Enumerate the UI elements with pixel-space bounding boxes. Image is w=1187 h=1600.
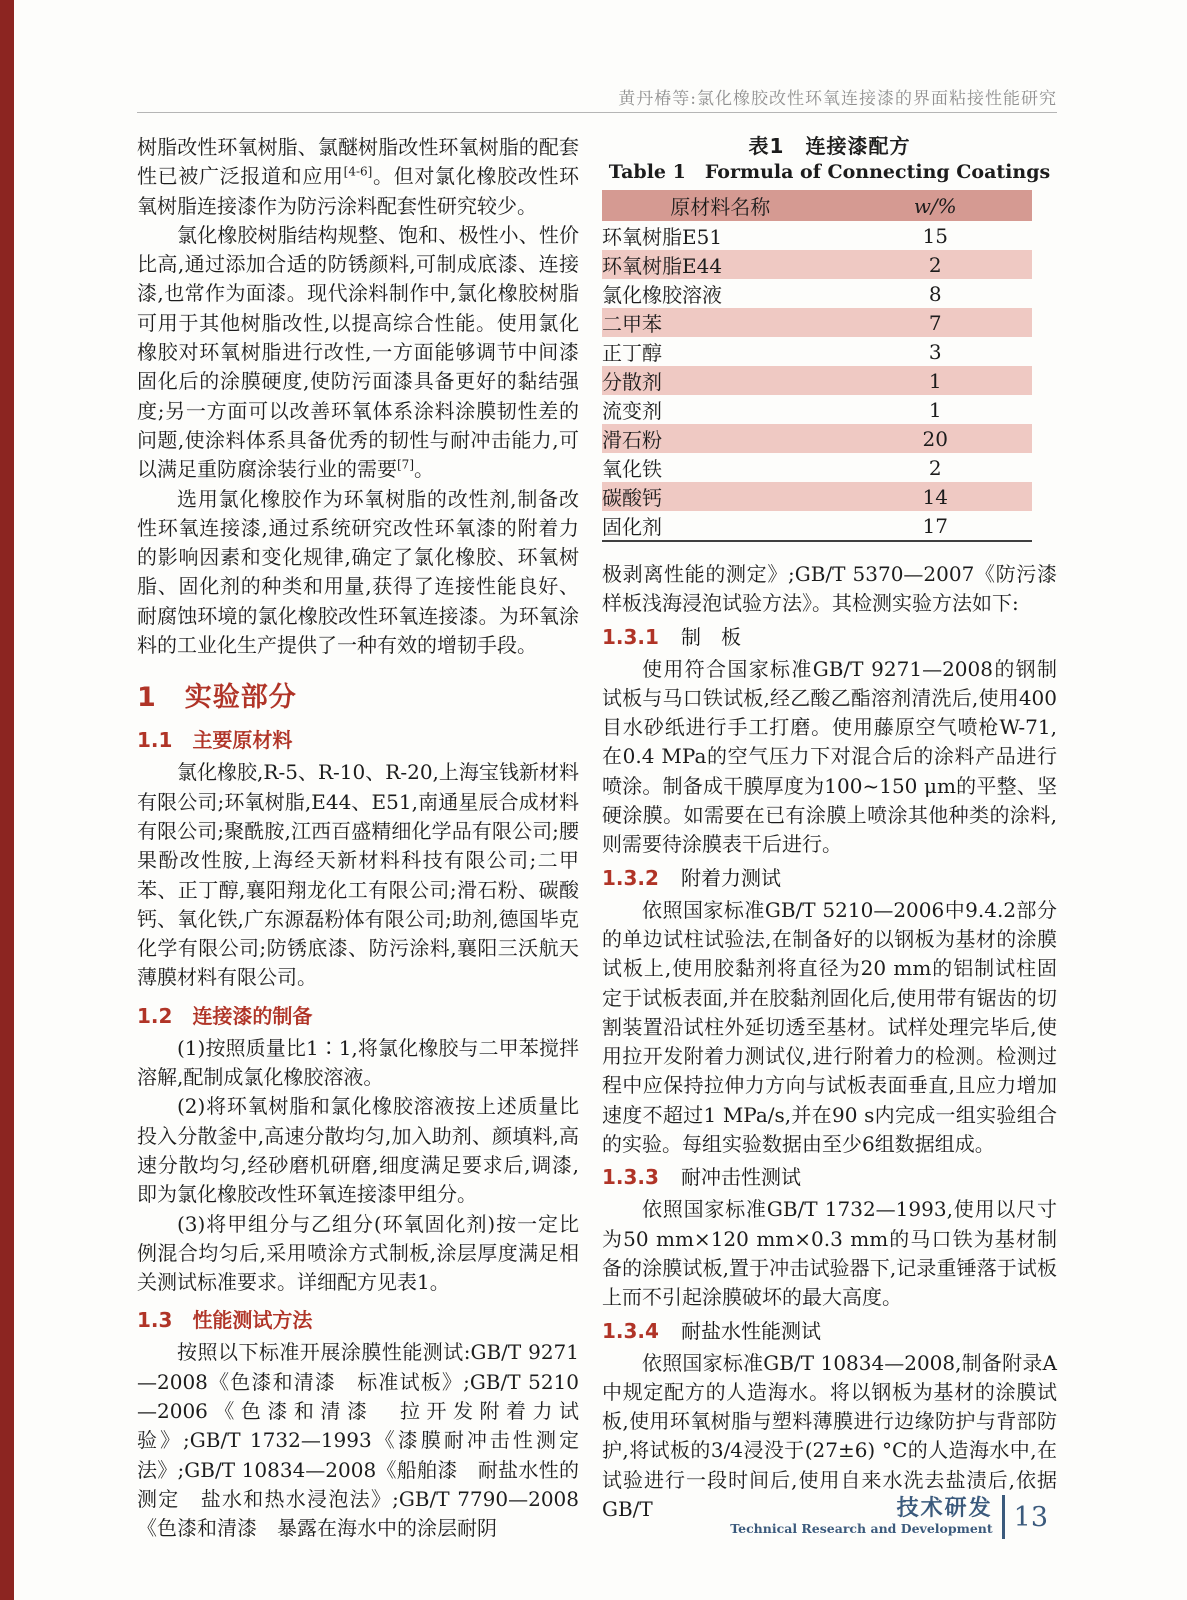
page-number: 13 [1013, 1501, 1048, 1533]
paragraph-text: 氯化橡胶树脂结构规整、饱和、极性小、性价比高,通过添加合适的防锈颜料,可制成底漆、连接漆,也常作为面漆。现代涂料制作中,氯化橡胶树脂可用于其他树脂改性,以提高综合性能。使用氯化橡胶对环氧树脂进行改性,一方面能够调节中间漆固化后的涂膜硬度,使防污面漆具备更好的黏结强度;另一方面可以改善环氧体系涂料涂膜韧性差的问题,使涂料体系具备优秀的韧性与耐冲击能力,可以满足重防腐涂装行业的需要 [137, 222, 579, 482]
section-number: 1.1 [137, 728, 173, 753]
paragraph-text: 树脂改性环氧树脂、氯醚树脂改性环氧树脂的配套性已被广泛报道和应用 [137, 135, 579, 189]
footer [730, 1495, 1048, 1539]
column-header: 原材料名称 [670, 195, 771, 219]
material-value: 2 [928, 252, 942, 277]
section-number: 1.3.4 [602, 1318, 659, 1343]
paragraph-text: 。 [414, 457, 434, 482]
paragraph: 依照国家标准GB/T 5210—2006中9.4.2部分的单边试柱试验法,在制备好的以钢板为基材的涂膜试板上,使用胶黏剂将直径为20 mm的铝制试柱固定于试板表面,并在胶黏剂固化后,使用带有锯齿的切割装置沿试柱外延切透至基材。试样处理完毕后,使用拉开发附着力测试仪,进行附着力的检测。检测过程中应保持拉伸力方向与试板表面垂直,且应力增加速度不超过1 MPa/s,并在90 s内完成一组实验组合的实验。每组实验数据由至少6组数据组成。 [602, 897, 1057, 1157]
footer-divider [1002, 1495, 1005, 1539]
table-row [602, 482, 1032, 511]
section-title: 耐盐水性能测试 [680, 1318, 821, 1343]
material-value: 20 [922, 426, 948, 451]
citation-ref: [4-6] [343, 164, 373, 179]
section-title: 耐冲击性测试 [680, 1165, 801, 1190]
material-name: 环氧树脂E51 [602, 225, 723, 249]
section-1-1-heading [137, 724, 579, 753]
section-1-2-heading [137, 1000, 579, 1029]
material-name: 氯化橡胶溶液 [602, 283, 722, 307]
section-title: 性能测试方法 [192, 1308, 313, 1333]
material-value: 14 [922, 484, 948, 509]
material-name: 二甲苯 [602, 312, 662, 336]
material-name: 滑石粉 [602, 428, 662, 452]
table-row [602, 337, 1032, 366]
formula-table [602, 190, 1032, 542]
table-row [602, 279, 1032, 308]
section-title: 主要原材料 [192, 728, 293, 753]
material-name: 固化剂 [602, 515, 662, 539]
paragraph: 氯化橡胶,R-5、R-10、R-20,上海宝钱新材料有限公司;环氧树脂,E44、E51,南通星辰合成材料有限公司;聚酰胺,江西百盛精细化学品有限公司;腰果酚改性胺,上海经天新材料科技有限公司;二甲苯、正丁醇,襄阳翔龙化工有限公司;滑石粉、碳酸钙、氧化铁,广东源磊粉体有限公司;助剂,德国毕克化学有限公司;防锈底漆、防污涂料,襄阳三沃航天薄膜材料有限公司。 [137, 760, 579, 990]
material-value: 15 [922, 223, 948, 248]
section-title: 附着力测试 [680, 865, 781, 890]
paragraph-text: 。但对氯化橡胶改性环氧树脂连接漆作为防污涂料配套性研究较少。 [137, 164, 579, 218]
material-name: 流变剂 [602, 399, 662, 423]
section-number: 1.2 [137, 1003, 173, 1028]
table-row [602, 453, 1032, 482]
section-1-3-1-heading [602, 623, 1057, 652]
material-value: 3 [928, 339, 942, 364]
citation-ref: [7] [397, 457, 414, 472]
column-header: w/% [913, 193, 957, 218]
table-title-en: Table 1 Formula of Connecting Coatings [608, 161, 1051, 183]
right-column [602, 133, 1057, 1524]
header-rule [137, 112, 1057, 113]
section-number: 1.3.3 [602, 1165, 659, 1190]
section-number: 1.3.2 [602, 865, 659, 890]
footer-section-en: Technical Research and Development [730, 1521, 993, 1536]
table-row [602, 424, 1032, 453]
paragraph: (3)将甲组分与乙组分(环氧固化剂)按一定比例混合均匀后,采用喷涂方式制板,涂层厚度满足相关测试标准要求。详细配方见表1。 [137, 1211, 579, 1295]
table-row [602, 250, 1032, 279]
material-value: 1 [928, 397, 942, 422]
paragraph: 极剥离性能的测定》;GB/T 5370—2007《防污漆样板浅海浸泡试验方法》。其检测实验方法如下: [602, 562, 1057, 616]
section-1-3-3-heading [602, 1163, 1057, 1192]
section-title: 实验部分 [184, 682, 297, 714]
material-name: 正丁醇 [602, 341, 662, 365]
paragraph [137, 133, 579, 221]
section-number: 1.3 [137, 1308, 173, 1333]
left-column [137, 133, 579, 1543]
paragraph: 依照国家标准GB/T 1732—1993,使用以尺寸为50 mm×120 mm×0.3 mm的马口铁为基材制备的涂膜试板,置于冲击试验器下,记录重锤落于试板上而不引起涂膜破坏的最大高度。 [602, 1197, 1057, 1310]
section-1-heading [137, 675, 579, 714]
section-1-3-2-heading [602, 864, 1057, 893]
material-value: 1 [928, 368, 942, 393]
table-header-row [602, 190, 1032, 221]
paragraph: 依照国家标准GB/T 10834—2008,制备附录A中规定配方的人造海水。将以钢板为基材的涂膜试板,使用环氧树脂与塑料薄膜进行边缘防护与背部防护,将试板的3/4浸没于(27±6) °C的人造海水中,在试验进行一段时间后,使用自来水洗去盐渍后,依据GB/T [602, 1350, 1057, 1522]
footer-section-block [730, 1497, 992, 1537]
table-row [602, 395, 1032, 424]
material-value: 2 [928, 455, 942, 480]
table-title-cn: 表1 连接漆配方 [748, 134, 911, 158]
table-row [602, 308, 1032, 337]
material-name: 分散剂 [602, 370, 662, 394]
paragraph: 选用氯化橡胶作为环氧树脂的改性剂,制备改性环氧连接漆,通过系统研究改性环氧漆的附着力的影响因素和变化规律,确定了氯化橡胶、环氧树脂、固化剂的种类和用量,获得了连接性能良好、耐腐蚀环境的氯化橡胶改性环氧连接漆。为环氧涂料的工业化生产提供了一种有效的增韧手段。 [137, 486, 579, 658]
section-title: 连接漆的制备 [192, 1003, 313, 1028]
section-number: 1 [137, 682, 157, 714]
journal-edge-band [0, 0, 14, 1600]
section-number: 1.3.1 [602, 624, 659, 649]
section-1-3-4-heading [602, 1317, 1057, 1346]
paragraph: 使用符合国家标准GB/T 9271—2008的钢制试板与马口铁试板,经乙酸乙酯溶剂清洗后,使用400目水砂纸进行手工打磨。使用藤原空气喷枪W-71,在0.4 MPa的空气压力下对混合后的涂料产品进行喷涂。制备成干膜厚度为100~150 μm的平整、坚硬涂膜。如需要在已有涂膜上喷涂其他种类的涂料,则需要待涂膜表干后进行。 [602, 656, 1057, 857]
material-value: 8 [928, 281, 942, 306]
material-name: 碳酸钙 [602, 486, 662, 510]
section-1-3-heading [137, 1304, 579, 1333]
paragraph: 按照以下标准开展涂膜性能测试:GB/T 9271—2008《色漆和清漆 标准试板》;GB/T 5210—2006《色漆和清漆 拉开发附着力试验》;GB/T 1732—1993《漆膜耐冲击性测定法》;GB/T 10834—2008《船舶漆 耐盐水性的测定 盐水和热水浸泡法》;GB/T 7790—2008《色漆和清漆 暴露在海水中的涂层耐阴 [137, 1340, 579, 1541]
paragraph: (2)将环氧树脂和氯化橡胶溶液按上述质量比投入分散釜中,高速分散均匀,加入助剂、颜填料,高速分散均匀,经砂磨机研磨,细度满足要求后,调漆,即为氯化橡胶改性环氧连接漆甲组分。 [137, 1094, 579, 1207]
table-row [602, 366, 1032, 395]
material-value: 17 [922, 513, 948, 538]
material-name: 氧化铁 [602, 457, 662, 481]
table-row [602, 221, 1032, 250]
paragraph [137, 221, 579, 485]
material-value: 7 [928, 310, 942, 335]
paragraph: (1)按照质量比1∶1,将氯化橡胶与二甲苯搅拌溶解,配制成氯化橡胶溶液。 [137, 1035, 579, 1090]
material-name: 环氧树脂E44 [602, 254, 723, 278]
running-head: 黄丹椿等:氯化橡胶改性环氧连接漆的界面粘接性能研究 [618, 89, 1057, 109]
section-title: 制 板 [680, 624, 741, 649]
table-row [602, 511, 1032, 541]
footer-section-cn: 技术研发 [896, 1496, 993, 1521]
